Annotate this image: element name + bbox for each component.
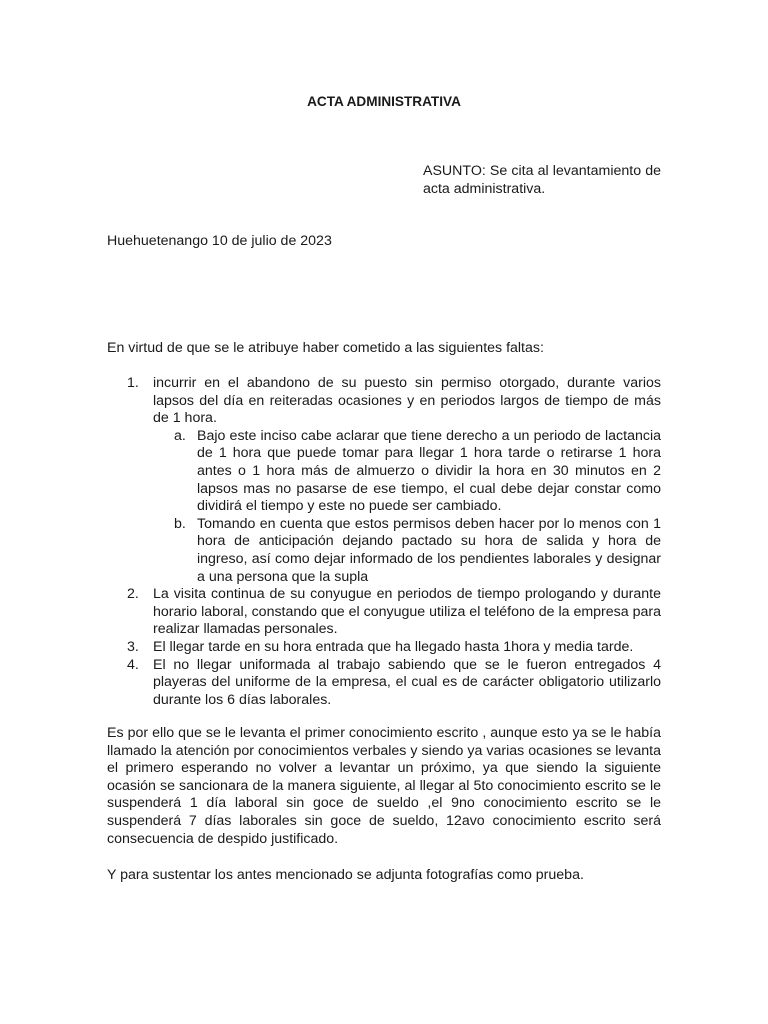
subject-paragraph: ASUNTO: Se cita al levantamiento de acta administrativa. [423, 163, 661, 197]
faults-list [107, 375, 661, 709]
list-item [107, 375, 661, 428]
list-item [107, 586, 661, 639]
sub-item-letter: a. [174, 427, 186, 444]
item-text: La visita continua de su conyugue en periodos de tiempo prologando y durante horario laboral, constando que el conyugue utiliza el teléfono de la empresa para realizar llamadas personales. [153, 586, 661, 638]
sub-item-text: Bajo este inciso cabe aclarar que tiene derecho a un periodo de lactancia de 1 hora que puede tomar para llegar 1 hora tarde o retirarse 1 hora antes o 1 hora más de almuerzo o dividir la hora en 30 minutos en 2 lapsos mas no pasarse de ese tiempo, el cual debe dejar constar como dividirá el tiempo y este no puede ser cambiado. [197, 427, 661, 515]
sub-list-item [107, 516, 661, 586]
item-number: 3. [127, 638, 139, 655]
sub-item-text: Tomando en cuenta que estos permisos deben hacer por lo menos con 1 hora de anticipación dejando pactado su hora de salida y hora de ingreso, así como dejar informado de los pendientes laborales y designar a una persona que la supla [197, 515, 661, 585]
intro-paragraph: En virtud de que se le atribuye haber cometido a las siguientes faltas: [107, 340, 544, 356]
item-number: 2. [127, 586, 139, 603]
sub-item-letter: b. [174, 515, 186, 532]
item-text: El llegar tarde en su hora entrada que ha llegado hasta 1hora y media tarde. [153, 638, 634, 655]
date-line: Huehuetenango 10 de julio de 2023 [107, 233, 332, 249]
closing-paragraph: Y para sustentar los antes mencionado se adjunta fotografías como prueba. [107, 867, 584, 883]
item-text: incurrir en el abandono de su puesto sin permiso otorgado, durante varios lapsos del día en reiteradas ocasiones y en periodos largos de tiempo de más de 1 hora. [153, 375, 661, 427]
document-title: ACTA ADMINISTRATIVA [307, 94, 461, 109]
conclusion-paragraph: Es por ello que se le levanta el primer conocimiento escrito , aunque esto ya se le había llamado la atención por conocimientos verbales y siendo ya varias ocasiones se levanta el primero esperando no volver a levantar un próximo, ya que siendo la siguiente ocasión se sancionara de la manera siguiente, al llegar al 5to conocimiento escrito se le suspenderá 1 día laboral sin goce de sueldo ,el 9no conocimiento escrito se le suspenderá 7 días laborales sin goce de sueldo, 12avo conocimiento escrito será consecuencia de despido justificado. [107, 725, 661, 847]
list-item [107, 657, 661, 710]
list-item [107, 639, 661, 657]
item-text: El no llegar uniformada al trabajo sabiendo que se le fueron entregados 4 playeras del uniforme de la empresa, el cual es de carácter obligatorio utilizarlo durante los 6 días laborales. [153, 656, 661, 708]
item-number: 4. [127, 656, 139, 673]
item-number: 1. [127, 375, 139, 391]
sub-list-item [107, 428, 661, 516]
